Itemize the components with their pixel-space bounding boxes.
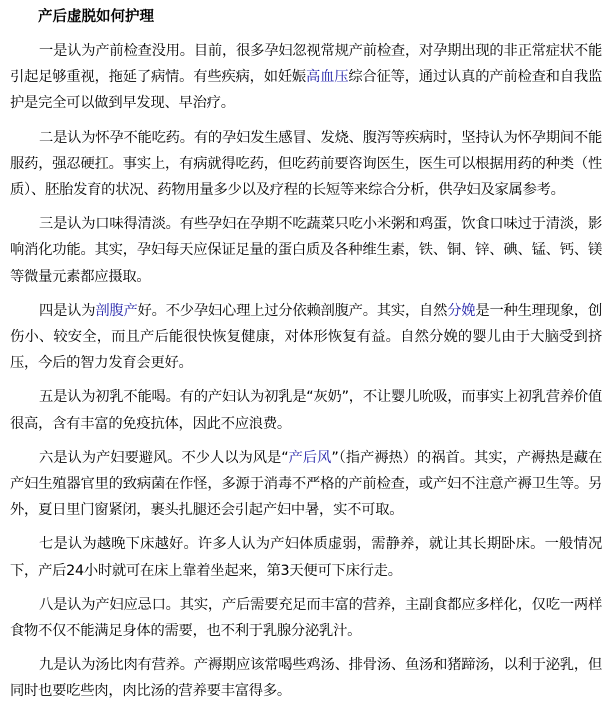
text: 二是认为怀孕不能吃药。有的孕妇发生感冒、发烧、腹泻等疾病时，坚持认为怀孕期间不能服药，强忍硬扛。事实上，有病就得吃药，但吃药前要咨询医生，医生可以根据用药的种类（性质）、胚胎发育的状况、药物用量多少以及疗程的长短等来综合分析，供孕妇及家属参考。	[10, 129, 602, 199]
link-cesarean[interactable]: 剖腹产	[95, 302, 138, 319]
link-postpartum-wind[interactable]: 产后风	[288, 449, 332, 466]
text: 综合征等，通过认真的产前检查和自我监护是完全可以做到早发现、早治疗。	[10, 69, 603, 112]
paragraph-9	[10, 652, 602, 704]
link-hypertension[interactable]: 高血压	[306, 69, 349, 86]
text: 六是认为产妇要避风。不少人以为风是“	[39, 449, 289, 466]
paragraph-3	[10, 211, 602, 290]
text: 七是认为越晚下床越好。许多人认为产妇体质虚弱，需静养，就让其长期卧床。一般情况下，产后24小时就可在床上靠着坐起来，第3天便可下床行走。	[10, 536, 602, 579]
paragraph-6	[10, 445, 602, 524]
link-childbirth[interactable]: 分娩	[447, 302, 476, 319]
text: ”（指产褥热）的祸首。其实，产褥热是藏在产妇生殖器官里的致病菌在作怪，多源于消毒不严格的产前检查，或产妇不注意产褥卫生等。另外，夏日里门窗紧闭，裹头扎腿还会引起产妇中暑，实不可取。	[10, 449, 603, 519]
text: 八是认为产妇应忌口。其实，产后需要充足而丰富的营养，主副食都应多样化，仅吃一两样食物不仅不能满足身体的需要，也不利于乳腺分泌乳汁。	[10, 596, 602, 640]
article-title: 产后虚脱如何护理	[38, 9, 154, 25]
text: 三是认为口味得清淡。有些孕妇在孕期不吃蔬菜只吃小米粥和鸡蛋，饮食口味过于清淡，影响消化功能。其实，孕妇每天应保证足量的蛋白质及各种维生素，铁、铜、锌、碘、锰、钙、镁等微量元素都应摄取。	[10, 216, 602, 285]
paragraph-5	[10, 384, 602, 436]
text: 是一种生理现象，创伤小、较安全，而且产后能很快恢复健康，对体形恢复有益。自然分娩的婴儿由于大脑受到挤压，今后的智力发育会更好。	[10, 302, 603, 372]
text: 好。不少孕妇心理上过分依赖剖腹产。其实，自然	[137, 302, 448, 319]
text: 一是认为产前检查没用。目前，很多孕妇忽视常规产前检查，对孕期出现的非正常症状不能引起足够重视，拖延了病情。有些疾病，如妊娠	[10, 43, 602, 86]
text: 四是认为	[39, 302, 96, 319]
paragraph-7	[10, 531, 602, 583]
text: 九是认为汤比肉有营养。产褥期应该常喝些鸡汤、排骨汤、鱼汤和猪蹄汤，以利于泌乳，但同时也要吃些肉，肉比汤的营养要丰富得多。	[10, 657, 602, 700]
paragraph-8	[10, 592, 602, 644]
text: 五是认为初乳不能喝。有的产妇认为初乳是“灰奶”，不让婴儿吮吸，而事实上初乳营养价值很高，含有丰富的免疫抗体，因此不应浪费。	[10, 389, 602, 432]
paragraph-2	[10, 125, 602, 204]
paragraph-1	[10, 38, 602, 117]
paragraph-4	[10, 298, 602, 377]
